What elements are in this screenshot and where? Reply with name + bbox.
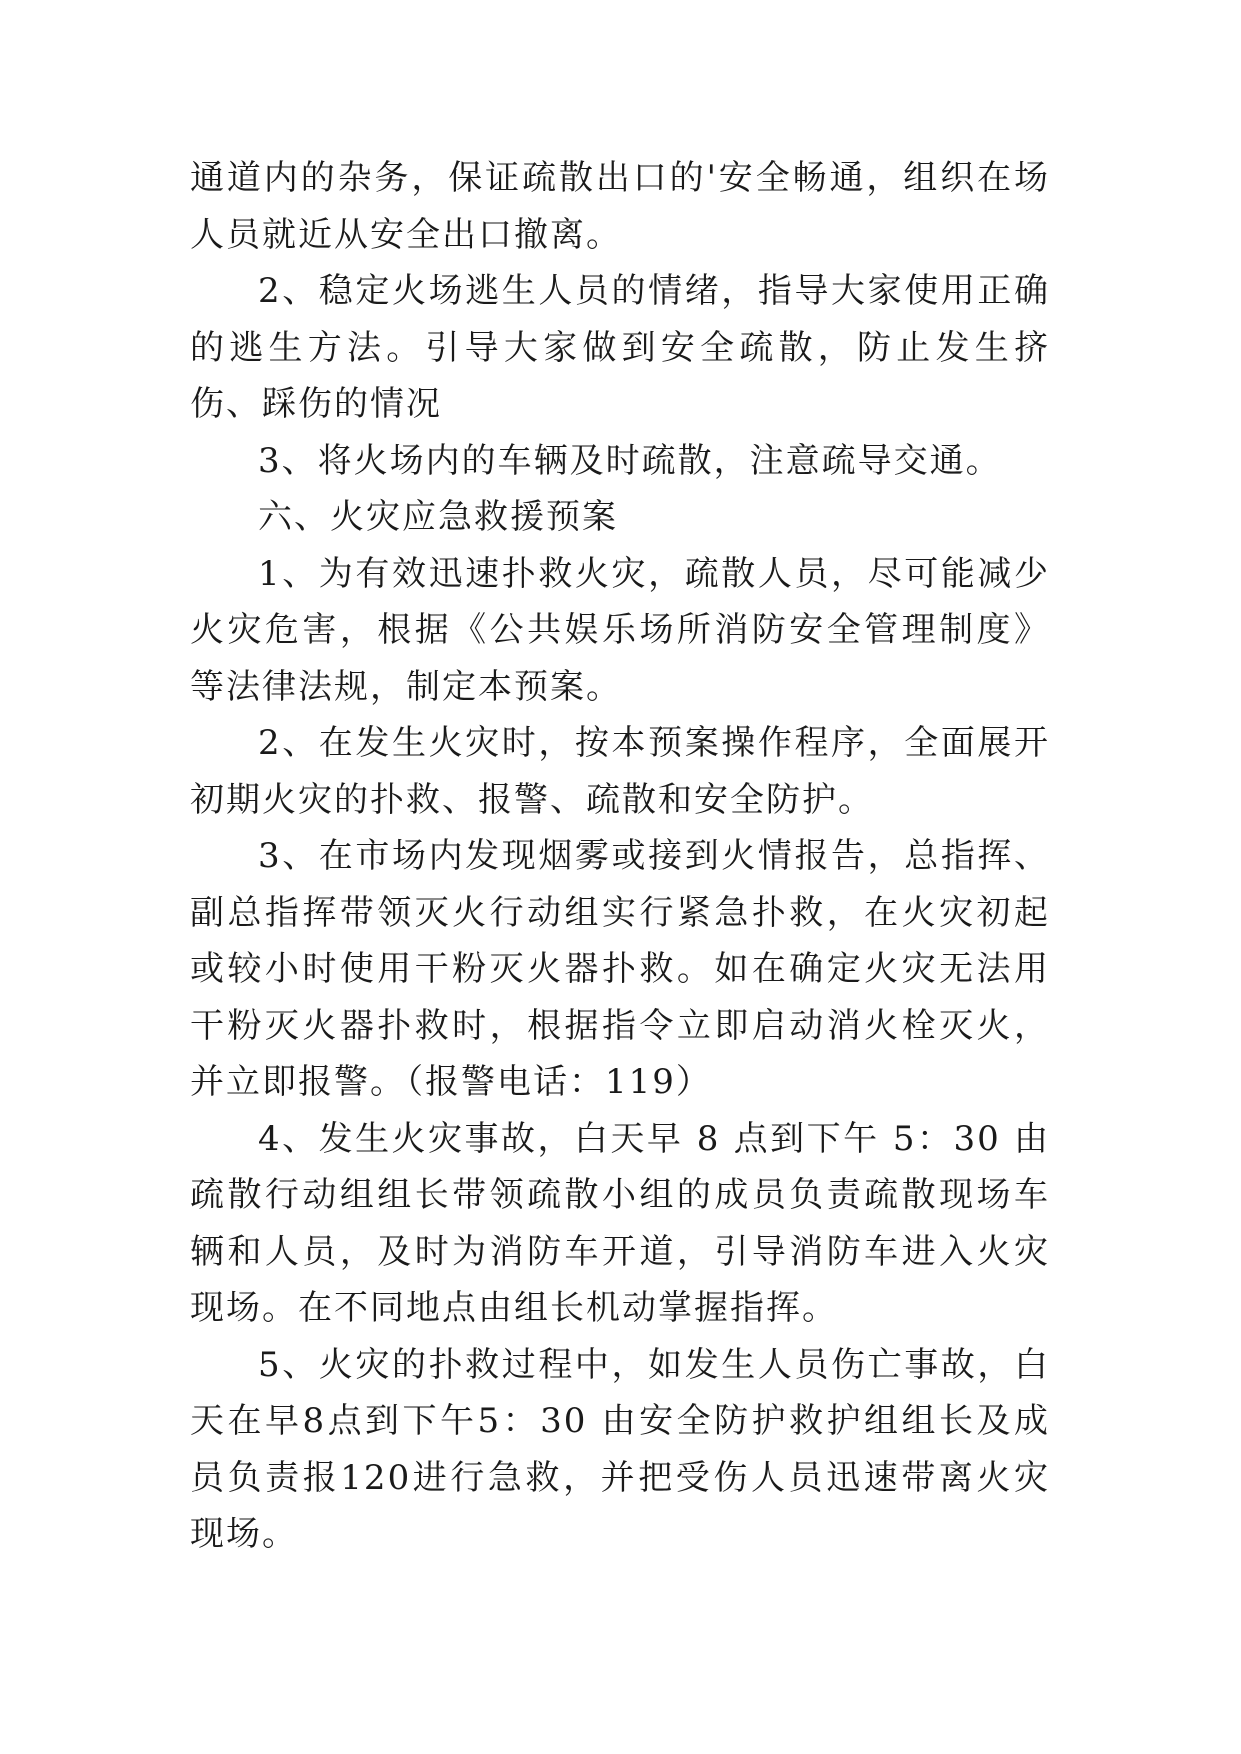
paragraph-plan-5: 5、火灾的扑救过程中，如发生人员伤亡事故，白天在早8点到下午5：30 由安全防护救护组组长及成员负责报120进行急救，并把受伤人员迅速带离火灾现场。: [190, 1344, 1050, 1554]
paragraph-plan-1: 1、为有效迅速扑救火灾，疏散人员，尽可能减少火灾危害，根据《公共娱乐场所消防安全管理制度》等法律法规，制定本预案。: [190, 553, 1050, 707]
paragraph-plan-4: 4、发生火灾事故，白天早 8 点到下午 5：30 由疏散行动组组长带领疏散小组的成员负责疏散现场车辆和人员，及时为消防车开道，引导消防车进入火灾现场。在不同地点由组长机动掌握指挥。: [190, 1118, 1050, 1328]
paragraph-item-3-vehicles: 3、将火场内的车辆及时疏散，注意疏导交通。: [258, 440, 1002, 481]
paragraph-item-2-emotions: 2、稳定火场逃生人员的情绪，指导大家使用正确的逃生方法。引导大家做到安全疏散，防止发生挤伤、踩伤的情况: [190, 271, 1050, 424]
paragraph-plan-3: 3、在市场内发现烟雾或接到火情报告，总指挥、副总指挥带领灭火行动组实行紧急扑救，在火灾初起或较小时使用干粉灭火器扑救。如在确定火灾无法用干粉灭火器扑救时，根据指令立即启动消火栓灭火，并立即报警。（报警电话：119）: [190, 836, 1050, 1102]
document-body: [190, 150, 1050, 1563]
section-heading-six: 六、火灾应急救援预案: [258, 497, 618, 537]
paragraph-continuation: 通道内的杂务，保证疏散出口的'安全畅通，组织在场人员就近从安全出口撤离。: [190, 158, 1050, 255]
paragraph-plan-2: 2、在发生火灾时，按本预案操作程序，全面展开初期火灾的扑救、报警、疏散和安全防护。: [190, 723, 1050, 820]
